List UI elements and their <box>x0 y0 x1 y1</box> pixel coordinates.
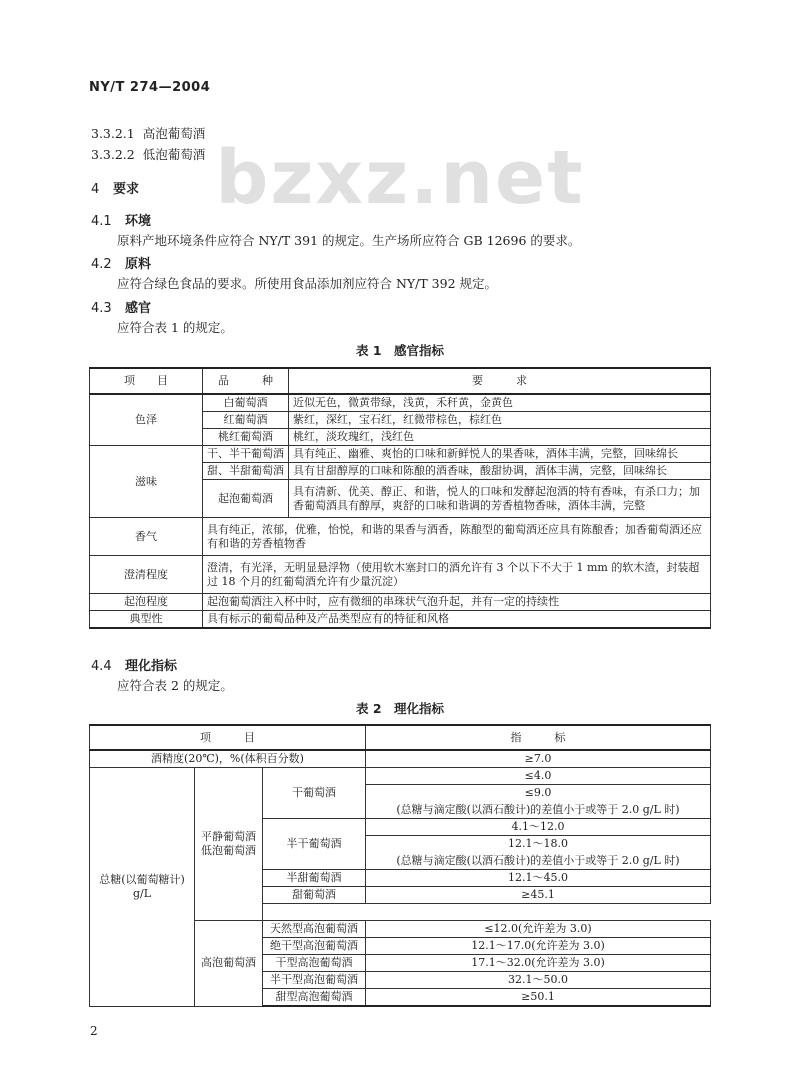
section-title: 要求 <box>113 182 140 197</box>
section-4-3-text: 应符合表 1 的规定。 <box>117 320 233 335</box>
sensory-table <box>89 367 711 629</box>
section-4-1-heading <box>91 210 151 229</box>
physicochemical-table <box>89 724 711 1007</box>
requirement-cell: 起泡葡萄酒注入杯中时，应有微细的串珠状气泡升起，并有一定的持续性 <box>203 594 711 611</box>
semisweet-wine-label: 半甜葡萄酒 <box>263 870 366 887</box>
sparkling-wine-label: 高泡葡萄酒 <box>195 921 263 1007</box>
section-4-2-heading <box>91 253 151 272</box>
section-number: 4 <box>91 182 100 197</box>
row-label-color: 色泽 <box>90 394 203 446</box>
section-4-3-heading <box>91 297 151 316</box>
value-cell: 4.1～12.0 <box>366 819 711 836</box>
header-index: 指 标 <box>366 725 711 750</box>
table1-caption: 表 1 感官指标 <box>355 343 445 358</box>
clause-3-3-2-2 <box>91 145 205 163</box>
section-4-4-heading <box>91 655 177 674</box>
value-cell: 12.1～17.0(允许差为 3.0) <box>366 938 711 955</box>
alcohol-value: ≥7.0 <box>366 750 711 768</box>
row-label-aroma: 香气 <box>90 518 203 556</box>
header-item: 项 目 <box>90 725 366 750</box>
still-wine-label: 平静葡萄酒 低泡葡萄酒 <box>195 768 263 921</box>
section-number: 4.1 <box>91 214 112 229</box>
variety-cell: 白葡萄酒 <box>203 394 289 412</box>
requirement-cell: 具有甘甜醇厚的口味和陈酿的酒香味，酸甜协调，酒体丰满，完整，回味绵长 <box>289 463 711 480</box>
sparkling-type-label: 绝干型高泡葡萄酒 <box>263 938 366 955</box>
requirement-cell: 具有纯正、幽雅、爽怡的口味和新鲜悦人的果香味，酒体丰满，完整，回味绵长 <box>289 446 711 463</box>
clause-text: 高泡葡萄酒 <box>142 126 206 141</box>
requirement-cell: 近似无色，微黄带绿，浅黄，禾秆黄，金黄色 <box>289 394 711 412</box>
value-cell: ≥50.1 <box>366 989 711 1007</box>
row-label-clarity: 澄清程度 <box>90 556 203 594</box>
section-title: 理化指标 <box>125 659 178 674</box>
section-number: 4.3 <box>91 301 112 316</box>
requirement-cell: 具有纯正，浓郁，优雅，怡悦，和谐的果香与酒香，陈酿型的葡萄酒还应具有陈酿香；加香葡萄酒还应有和谐的芳香植物香 <box>203 518 711 556</box>
variety-cell: 甜、半甜葡萄酒 <box>203 463 289 480</box>
requirement-cell: 紫红，深红，宝石红，红微带棕色，棕红色 <box>289 412 711 429</box>
requirement-cell: 桃红，淡玫瑰红，浅红色 <box>289 429 711 446</box>
value-cell: ≤9.0 <box>366 785 711 802</box>
section-number: 4.2 <box>91 257 112 272</box>
row-label-taste: 滋味 <box>90 446 203 518</box>
clause-text: 低泡葡萄酒 <box>142 147 206 162</box>
header-variety: 品 种 <box>203 368 289 394</box>
sparkling-type-label: 半干型高泡葡萄酒 <box>263 972 366 989</box>
alcohol-label: 酒精度(20℃)，%(体积百分数) <box>90 750 366 768</box>
value-cell: ≤4.0 <box>366 768 711 785</box>
row-label-typical: 典型性 <box>90 611 203 629</box>
clause-number: 3.3.2.1 <box>91 126 135 141</box>
header-item: 项 目 <box>90 368 203 394</box>
table2-caption: 表 2 理化指标 <box>355 701 445 716</box>
variety-cell: 桃红葡萄酒 <box>203 429 289 446</box>
section-4-4-text: 应符合表 2 的规定。 <box>117 678 233 693</box>
sweet-wine-label: 甜葡萄酒 <box>263 887 366 904</box>
sparkling-type-label: 天然型高泡葡萄酒 <box>263 921 366 938</box>
clause-number: 3.3.2.2 <box>91 147 135 162</box>
variety-cell: 红葡萄酒 <box>203 412 289 429</box>
variety-cell: 起泡葡萄酒 <box>203 480 289 518</box>
section-title: 感官 <box>125 301 152 316</box>
value-cell: 12.1～18.0 <box>366 836 711 853</box>
header-requirement: 要 求 <box>289 368 711 394</box>
total-sugar-label: 总糖(以葡萄糖计) g/L <box>90 768 195 1007</box>
value-cell: 32.1～50.0 <box>366 972 711 989</box>
section-number: 4.4 <box>91 659 112 674</box>
dry-wine-label: 干葡萄酒 <box>263 768 366 819</box>
section-4-2-text: 应符合绿色食品的要求。所使用食品添加剂应符合 NY/T 392 规定。 <box>117 276 498 291</box>
standard-number-header: NY/T 274—2004 <box>89 80 211 95</box>
requirement-cell: 具有清新、优美、醇正、和谐，悦人的口味和发酵起泡酒的特有香味，有杀口力；加香葡萄酒具有醇厚，爽舒的口味和谐调的芳香植物香味，酒体丰满，完整 <box>289 480 711 518</box>
requirement-cell: 具有标示的葡萄品种及产品类型应有的特征和风格 <box>203 611 711 629</box>
value-note: (总糖与滴定酸(以酒石酸计)的差值小于或等于 2.0 g/L 时) <box>366 853 711 870</box>
sparkling-type-label: 甜型高泡葡萄酒 <box>263 989 366 1007</box>
watermark: bzxz.net <box>215 135 585 221</box>
requirement-cell: 澄清，有光泽，无明显悬浮物（使用软木塞封口的酒允许有 3 个以下不大于 1 mm 的软木渣，封装超过 18 个月的红葡萄酒允许有少量沉淀） <box>203 556 711 594</box>
clause-3-3-2-1 <box>91 124 205 142</box>
sparkling-type-label: 干型高泡葡萄酒 <box>263 955 366 972</box>
value-cell: 12.1～45.0 <box>366 870 711 887</box>
variety-cell: 干、半干葡萄酒 <box>203 446 289 463</box>
section-4-1-text: 原料产地环境条件应符合 NY/T 391 的规定。生产场所应符合 GB 12696 的要求。 <box>117 233 581 248</box>
section-title: 环境 <box>125 214 152 229</box>
value-cell: ≤12.0(允许差为 3.0) <box>366 921 711 938</box>
value-cell: ≥45.1 <box>366 887 711 904</box>
semidry-wine-label: 半干葡萄酒 <box>263 819 366 870</box>
value-cell: 17.1～32.0(允许差为 3.0) <box>366 955 711 972</box>
section-4-heading <box>91 178 139 197</box>
section-title: 原料 <box>125 257 152 272</box>
value-note: (总糖与滴定酸(以酒石酸计)的差值小于或等于 2.0 g/L 时) <box>366 802 711 819</box>
row-label-bubble: 起泡程度 <box>90 594 203 611</box>
page-number: 2 <box>90 1024 98 1038</box>
